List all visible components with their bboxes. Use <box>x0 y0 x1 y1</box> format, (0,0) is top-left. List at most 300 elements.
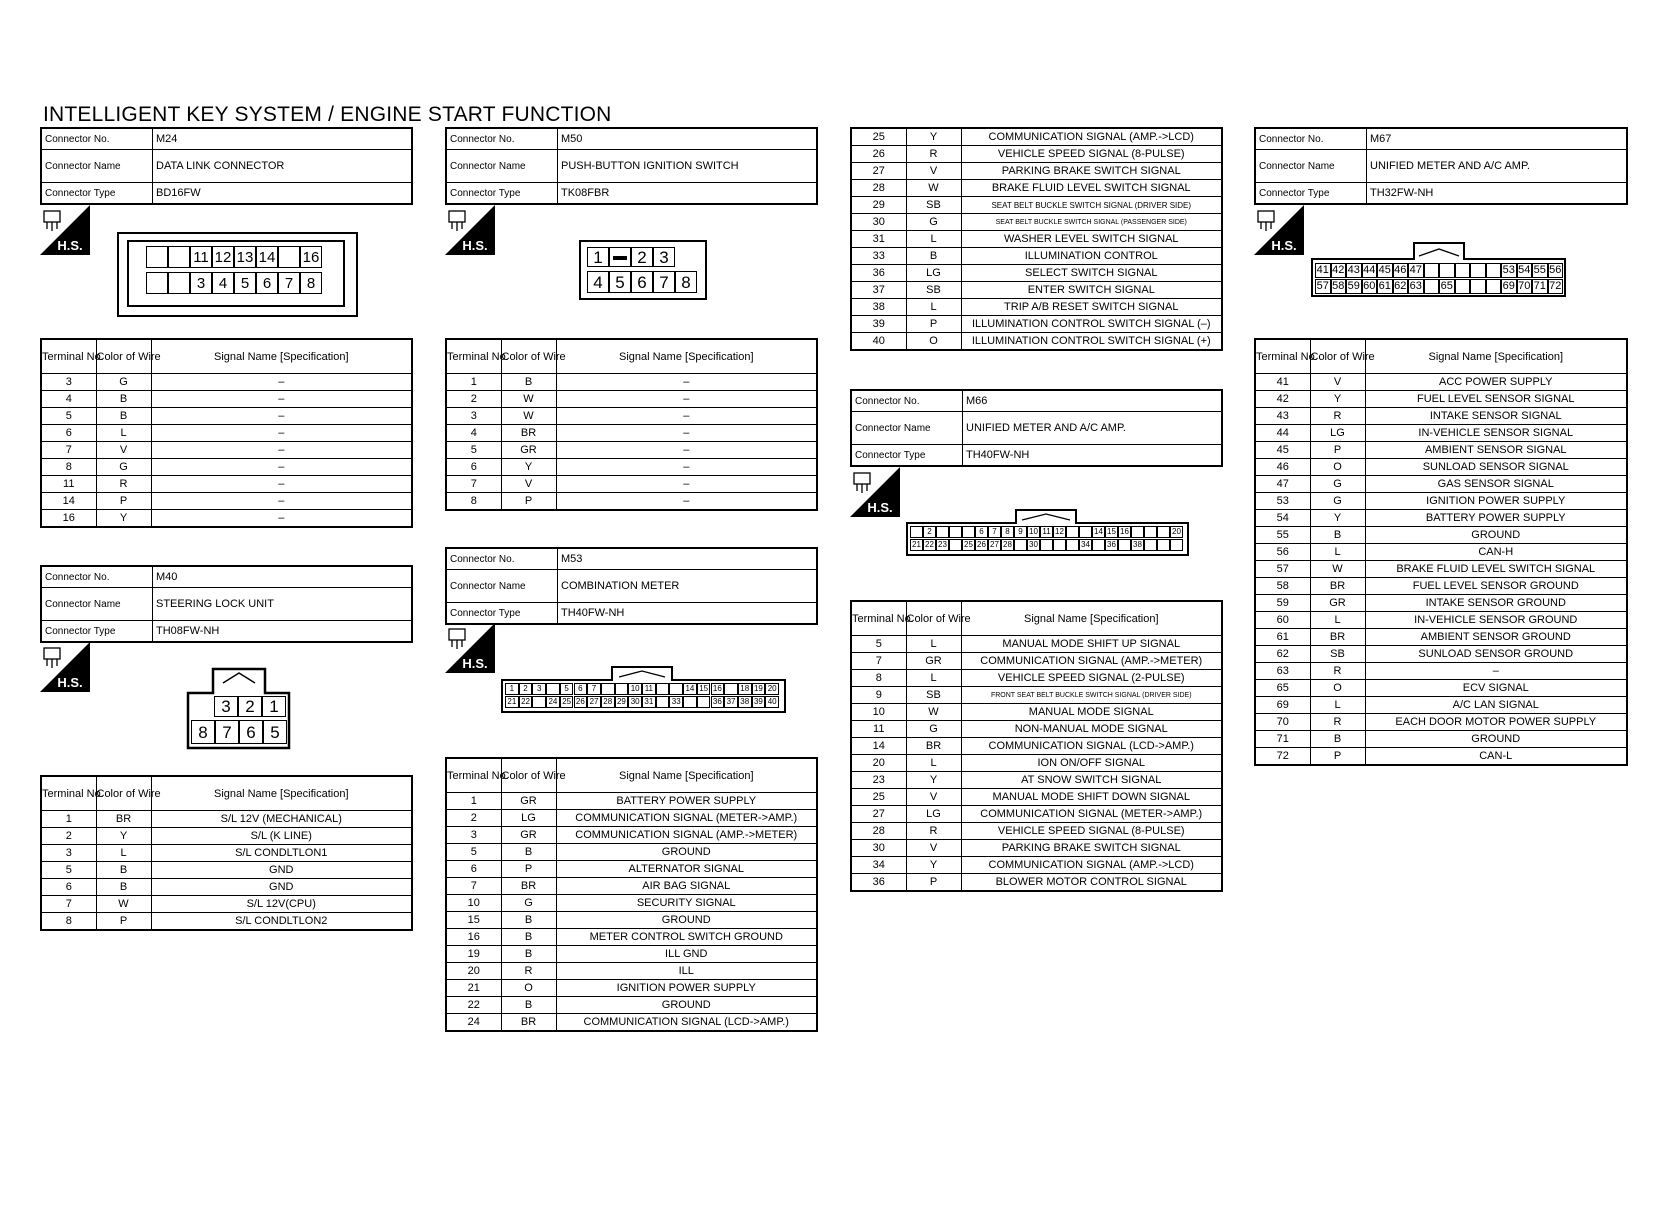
terminal-cell: 43 <box>1255 408 1310 425</box>
m24-no: M24 <box>153 128 413 150</box>
terminal-cell: 3 <box>41 374 96 391</box>
table-row <box>1255 646 1627 663</box>
header-color: Color of Wire <box>501 339 556 374</box>
terminal-cell: 62 <box>1255 646 1310 663</box>
connector-pin: 16 <box>711 683 725 695</box>
signal-name-cell: GROUND <box>556 912 817 929</box>
m67-terminal-table <box>1254 338 1628 766</box>
page-title: INTELLIGENT KEY SYSTEM / ENGINE START FUNCTION <box>43 103 612 126</box>
connector-pin: 4 <box>587 271 609 293</box>
hs-label: H.S. <box>867 500 893 515</box>
m50-connector-diagram <box>579 240 707 300</box>
connector-pin: 8 <box>1001 526 1014 538</box>
signal-name-cell: AMBIENT SENSOR SIGNAL <box>1365 442 1627 459</box>
wire-color-cell: LG <box>906 806 961 823</box>
connector-pin: 60 <box>1363 280 1376 292</box>
connector-pin <box>1170 539 1183 551</box>
connector-pin: 22 <box>519 696 533 708</box>
connector-pin <box>1131 526 1144 538</box>
terminal-cell: 5 <box>446 442 501 459</box>
wire-color-cell: V <box>906 840 961 857</box>
table-row <box>41 510 412 528</box>
terminal-cell: 30 <box>851 214 906 231</box>
terminal-cell: 6 <box>446 459 501 476</box>
connector-pin: 47 <box>1409 264 1422 276</box>
m40-info <box>40 565 413 643</box>
wire-color-cell: R <box>1310 663 1365 680</box>
connector-latch <box>613 256 627 260</box>
wire-color-cell: G <box>96 459 151 476</box>
signal-name-cell: COMMUNICATION SIGNAL (METER->AMP.) <box>556 810 817 827</box>
connector-pin: 16 <box>1118 526 1131 538</box>
m24-connector-diagram <box>117 232 358 317</box>
terminal-cell: 14 <box>851 738 906 755</box>
wire-color-cell: GR <box>501 442 556 459</box>
connector-pin: 39 <box>752 696 766 708</box>
wire-color-cell: Y <box>96 510 151 528</box>
connector-pin: 16 <box>300 246 322 268</box>
wire-color-cell: R <box>1310 408 1365 425</box>
connector-pin: 58 <box>1332 280 1345 292</box>
terminal-cell: 5 <box>446 844 501 861</box>
header-terminal: Terminal No. <box>41 339 96 374</box>
signal-name-cell: ILL <box>556 963 817 980</box>
connector-pin: 5 <box>560 683 574 695</box>
table-row <box>446 861 817 878</box>
terminal-cell: 6 <box>41 425 96 442</box>
connector-pin <box>1424 279 1440 294</box>
header-signal: Signal Name [Specification] <box>556 339 817 374</box>
hs-label: H.S. <box>462 238 488 253</box>
m66-type: TH40FW-NH <box>963 445 1223 467</box>
connector-pin: 7 <box>215 720 239 744</box>
wire-color-cell: W <box>1310 561 1365 578</box>
wire-color-cell: B <box>1310 527 1365 544</box>
table-row <box>1255 663 1627 680</box>
table-row <box>851 146 1222 163</box>
connector-pin <box>1079 526 1092 538</box>
connector-pin <box>1144 539 1157 551</box>
wire-color-cell: P <box>906 316 961 333</box>
signal-name-cell: S/L CONDLTLON2 <box>151 913 412 931</box>
terminal-cell: 36 <box>851 265 906 282</box>
wire-color-cell: Y <box>1310 510 1365 527</box>
connector-pin <box>615 683 629 695</box>
connector-pin <box>1486 279 1502 294</box>
signal-name-cell: – <box>151 374 412 391</box>
connector-pin: 4 <box>212 272 234 294</box>
table-row <box>446 459 817 476</box>
terminal-cell: 5 <box>851 636 906 653</box>
wire-color-cell: L <box>96 845 151 862</box>
terminal-cell: 70 <box>1255 714 1310 731</box>
connector-pin: 2 <box>238 696 262 717</box>
terminal-cell: 29 <box>851 197 906 214</box>
terminal-cell: 7 <box>851 653 906 670</box>
connector-pin <box>1118 539 1131 551</box>
connector-pin: 24 <box>546 696 560 708</box>
table-row <box>851 874 1222 892</box>
signal-name-cell: GND <box>151 879 412 896</box>
m66-name: UNIFIED METER AND A/C AMP. <box>963 412 1223 445</box>
signal-name-cell: BATTERY POWER SUPPLY <box>1365 510 1627 527</box>
terminal-cell: 6 <box>41 879 96 896</box>
terminal-cell: 1 <box>41 811 96 828</box>
label-connector-no: Connector No. <box>446 548 558 570</box>
label-connector-name: Connector Name <box>41 588 153 621</box>
signal-name-cell: S/L CONDLTLON1 <box>151 845 412 862</box>
hs-label: H.S. <box>1271 238 1297 253</box>
signal-name-cell: FRONT SEAT BELT BUCKLE SWITCH SIGNAL (DRIVER SIDE) <box>961 687 1222 704</box>
hs-label: H.S. <box>462 656 488 671</box>
wire-color-cell: V <box>906 789 961 806</box>
signal-name-cell: COMMUNICATION SIGNAL (LCD->AMP.) <box>961 738 1222 755</box>
terminal-cell: 27 <box>851 163 906 180</box>
connector-pin <box>962 526 975 538</box>
wire-color-cell: SB <box>1310 646 1365 663</box>
terminal-cell: 37 <box>851 282 906 299</box>
wire-color-cell: W <box>501 408 556 425</box>
terminal-cell: 8 <box>851 670 906 687</box>
connector-pin <box>1066 539 1079 551</box>
connector-pin <box>669 683 683 695</box>
connector-pin: 62 <box>1394 280 1407 292</box>
terminal-cell: 61 <box>1255 629 1310 646</box>
m40-connector-diagram <box>186 668 292 750</box>
signal-name-cell: – <box>151 459 412 476</box>
signal-name-cell: VEHICLE SPEED SIGNAL (8-PULSE) <box>961 146 1222 163</box>
connector-pin: 8 <box>675 271 697 293</box>
signal-name-cell: NON-MANUAL MODE SIGNAL <box>961 721 1222 738</box>
connector-pin: 38 <box>738 696 752 708</box>
signal-name-cell: ILL GND <box>556 946 817 963</box>
wire-color-cell: B <box>96 879 151 896</box>
connector-pin: 65 <box>1440 280 1453 292</box>
table-row <box>851 214 1222 231</box>
table-row <box>851 282 1222 299</box>
connector-pin <box>609 247 631 267</box>
signal-name-cell: BATTERY POWER SUPPLY <box>556 793 817 810</box>
table-row <box>851 670 1222 687</box>
connector-pin <box>910 526 923 538</box>
connector-pin: 46 <box>1394 264 1407 276</box>
terminal-cell: 11 <box>41 476 96 493</box>
terminal-cell: 59 <box>1255 595 1310 612</box>
terminal-cell: 46 <box>1255 459 1310 476</box>
connector-pin: 45 <box>1378 264 1391 276</box>
connector-pin <box>1092 539 1105 551</box>
wire-color-cell: BR <box>501 425 556 442</box>
hs-harness-icon <box>445 623 495 673</box>
terminal-cell: 10 <box>446 895 501 912</box>
table-row <box>446 997 817 1014</box>
label-connector-name: Connector Name <box>446 150 558 183</box>
connector-pin: 40 <box>765 696 779 708</box>
connector-pin: 1 <box>505 683 519 695</box>
table-row <box>851 316 1222 333</box>
wire-color-cell: B <box>96 862 151 879</box>
signal-name-cell: – <box>556 391 817 408</box>
table-row <box>851 840 1222 857</box>
signal-name-cell: S/L 12V(CPU) <box>151 896 412 913</box>
wire-color-cell: W <box>96 896 151 913</box>
terminal-cell: 69 <box>1255 697 1310 714</box>
connector-pin <box>949 526 962 538</box>
table-row <box>851 128 1222 146</box>
signal-name-cell: METER CONTROL SWITCH GROUND <box>556 929 817 946</box>
terminal-cell: 60 <box>1255 612 1310 629</box>
header-terminal: Terminal No. <box>851 601 906 636</box>
m66-terminal-table <box>850 600 1223 892</box>
signal-name-cell: BRAKE FLUID LEVEL SWITCH SIGNAL <box>961 180 1222 197</box>
table-row <box>446 442 817 459</box>
table-row <box>446 878 817 895</box>
terminal-cell: 21 <box>446 980 501 997</box>
wire-color-cell: SB <box>906 282 961 299</box>
wire-color-cell: L <box>906 755 961 772</box>
connector-pin: 25 <box>962 539 975 551</box>
header-signal: Signal Name [Specification] <box>961 601 1222 636</box>
table-row <box>851 857 1222 874</box>
connector-pin: 14 <box>683 683 697 695</box>
terminal-cell: 38 <box>851 299 906 316</box>
terminal-cell: 39 <box>851 316 906 333</box>
wire-color-cell: P <box>1310 748 1365 766</box>
table-row <box>1255 374 1627 391</box>
connector-pin: 54 <box>1518 264 1531 276</box>
header-color: Color of Wire <box>96 339 151 374</box>
connector-pin: 43 <box>1347 264 1360 276</box>
connector-pin <box>532 696 546 708</box>
wire-color-cell: BR <box>1310 629 1365 646</box>
label-connector-type: Connector Type <box>446 183 558 205</box>
terminal-cell: 53 <box>1255 493 1310 510</box>
hs-harness-icon <box>1254 205 1304 255</box>
m67-type: TH32FW-NH <box>1367 183 1628 205</box>
connector-pin: 56 <box>1549 264 1562 276</box>
signal-name-cell: – <box>556 493 817 511</box>
header-color: Color of Wire <box>1310 339 1365 374</box>
wire-color-cell: BR <box>1310 578 1365 595</box>
signal-name-cell: – <box>556 374 817 391</box>
signal-name-cell: MANUAL MODE SHIFT UP SIGNAL <box>961 636 1222 653</box>
signal-name-cell: CAN-L <box>1365 748 1627 766</box>
table-row <box>851 265 1222 282</box>
connector-pin: 3 <box>214 696 238 717</box>
table-row <box>41 459 412 476</box>
table-row <box>851 687 1222 704</box>
connector-pin: 10 <box>628 683 642 695</box>
connector-pin: 7 <box>653 271 675 293</box>
terminal-cell: 3 <box>446 827 501 844</box>
signal-name-cell: IN-VEHICLE SENSOR SIGNAL <box>1365 425 1627 442</box>
connector-pin: 10 <box>1027 526 1040 538</box>
connector-pin: 13 <box>234 246 256 268</box>
wire-color-cell: L <box>1310 544 1365 561</box>
connector-pin: 15 <box>697 683 711 695</box>
terminal-cell: 3 <box>446 408 501 425</box>
wire-color-cell: B <box>501 844 556 861</box>
connector-pin: 7 <box>988 526 1001 538</box>
m50-type: TK08FBR <box>558 183 818 205</box>
wire-color-cell: G <box>1310 493 1365 510</box>
connector-pin: 5 <box>609 271 631 293</box>
connector-pin: 14 <box>1092 526 1105 538</box>
wire-color-cell: L <box>96 425 151 442</box>
connector-pin <box>546 683 560 695</box>
signal-name-cell: COMMUNICATION SIGNAL (AMP.->LCD) <box>961 857 1222 874</box>
table-row <box>1255 697 1627 714</box>
table-row <box>1255 680 1627 697</box>
wire-color-cell: GR <box>501 793 556 810</box>
terminal-cell: 14 <box>41 493 96 510</box>
connector-pin: 19 <box>752 683 766 695</box>
terminal-cell: 5 <box>41 408 96 425</box>
label-connector-no: Connector No. <box>851 390 963 412</box>
wire-color-cell: P <box>501 861 556 878</box>
connector-pin: 6 <box>574 683 588 695</box>
table-row <box>1255 544 1627 561</box>
connector-pin: 6 <box>631 271 653 293</box>
table-row <box>1255 493 1627 510</box>
hs-harness-icon <box>40 642 90 692</box>
m53-no: M53 <box>558 548 818 570</box>
signal-name-cell: INTAKE SENSOR GROUND <box>1365 595 1627 612</box>
signal-name-cell: – <box>556 408 817 425</box>
signal-name-cell: GAS SENSOR SIGNAL <box>1365 476 1627 493</box>
table-row <box>851 806 1222 823</box>
terminal-cell: 45 <box>1255 442 1310 459</box>
connector-pin: 3 <box>190 272 212 294</box>
signal-name-cell: BLOWER MOTOR CONTROL SIGNAL <box>961 874 1222 892</box>
table-row <box>1255 731 1627 748</box>
connector-pin: 26 <box>574 696 588 708</box>
connector-pin <box>1040 539 1053 551</box>
label-connector-name: Connector Name <box>851 412 963 445</box>
terminal-cell: 57 <box>1255 561 1310 578</box>
m24-name: DATA LINK CONNECTOR <box>153 150 413 183</box>
signal-name-cell: – <box>556 425 817 442</box>
connector-pin: 36 <box>1105 539 1118 551</box>
wire-color-cell: Y <box>906 128 961 146</box>
connector-pin <box>1157 526 1170 538</box>
connector-pin <box>656 683 670 695</box>
m24-info <box>40 127 413 205</box>
table-row <box>1255 748 1627 766</box>
wire-color-cell: L <box>906 299 961 316</box>
wire-color-cell: G <box>906 721 961 738</box>
wire-color-cell: GR <box>501 827 556 844</box>
table-row <box>851 163 1222 180</box>
connector-pin: 63 <box>1409 280 1422 292</box>
hs-label: H.S. <box>57 675 83 690</box>
wire-color-cell: R <box>906 823 961 840</box>
table-row <box>851 755 1222 772</box>
wire-color-cell: V <box>501 476 556 493</box>
signal-name-cell: A/C LAN SIGNAL <box>1365 697 1627 714</box>
wire-color-cell: GR <box>1310 595 1365 612</box>
table-row <box>446 1014 817 1032</box>
wire-color-cell: R <box>501 963 556 980</box>
connector-pin: 18 <box>738 683 752 695</box>
table-row <box>1255 408 1627 425</box>
label-connector-type: Connector Type <box>41 183 153 205</box>
wire-color-cell: Y <box>906 857 961 874</box>
signal-name-cell: VEHICLE SPEED SIGNAL (2-PULSE) <box>961 670 1222 687</box>
header-terminal: Terminal No. <box>41 776 96 811</box>
connector-pin: 37 <box>724 696 738 708</box>
wire-color-cell: V <box>906 163 961 180</box>
header-terminal: Terminal No. <box>446 758 501 793</box>
m40-terminal-table <box>40 775 413 931</box>
terminal-cell: 2 <box>446 810 501 827</box>
wire-color-cell: B <box>501 912 556 929</box>
signal-name-cell: GND <box>151 862 412 879</box>
wire-color-cell: G <box>1310 476 1365 493</box>
connector-pin <box>1144 526 1157 538</box>
m67-name: UNIFIED METER AND A/C AMP. <box>1367 150 1628 183</box>
table-row <box>1255 527 1627 544</box>
terminal-cell: 8 <box>446 493 501 511</box>
terminal-cell: 22 <box>446 997 501 1014</box>
wire-color-cell: BR <box>501 878 556 895</box>
signal-name-cell: TRIP A/B RESET SWITCH SIGNAL <box>961 299 1222 316</box>
label-connector-type: Connector Type <box>851 445 963 467</box>
signal-name-cell: – <box>151 391 412 408</box>
wire-color-cell: SB <box>906 197 961 214</box>
connector-pin: 28 <box>601 696 615 708</box>
label-connector-no: Connector No. <box>446 128 558 150</box>
wire-color-cell: L <box>1310 612 1365 629</box>
connector-pin <box>146 272 168 294</box>
m53-continued-table <box>850 127 1223 351</box>
signal-name-cell: S/L (K LINE) <box>151 828 412 845</box>
signal-name-cell: – <box>151 425 412 442</box>
terminal-cell: 1 <box>446 374 501 391</box>
wire-color-cell: B <box>96 391 151 408</box>
wire-color-cell: B <box>501 374 556 391</box>
header-signal: Signal Name [Specification] <box>1365 339 1627 374</box>
connector-pin <box>936 526 949 538</box>
table-row <box>851 721 1222 738</box>
connector-pin: 31 <box>642 696 656 708</box>
wire-color-cell: B <box>501 946 556 963</box>
wire-color-cell: P <box>1310 442 1365 459</box>
table-row <box>1255 578 1627 595</box>
signal-name-cell: PARKING BRAKE SWITCH SIGNAL <box>961 840 1222 857</box>
label-connector-name: Connector Name <box>1255 150 1367 183</box>
table-row <box>446 391 817 408</box>
signal-name-cell: AIR BAG SIGNAL <box>556 878 817 895</box>
signal-name-cell: PARKING BRAKE SWITCH SIGNAL <box>961 163 1222 180</box>
table-row <box>851 333 1222 351</box>
connector-pin: 57 <box>1316 280 1329 292</box>
connector-pin <box>1455 279 1471 294</box>
wire-color-cell: P <box>96 913 151 931</box>
signal-name-cell: SEAT BELT BUCKLE SWITCH SIGNAL (PASSENGER SIDE) <box>961 214 1222 231</box>
m50-no: M50 <box>558 128 818 150</box>
header-signal: Signal Name [Specification] <box>151 776 412 811</box>
connector-pin: 5 <box>234 272 256 294</box>
terminal-cell: 4 <box>41 391 96 408</box>
signal-name-cell: SUNLOAD SENSOR SIGNAL <box>1365 459 1627 476</box>
connector-pin <box>683 696 697 708</box>
connector-pin: 5 <box>263 720 287 744</box>
connector-pin <box>1066 526 1079 538</box>
terminal-cell: 71 <box>1255 731 1310 748</box>
connector-pin <box>656 696 670 708</box>
connector-pin <box>1014 539 1027 551</box>
